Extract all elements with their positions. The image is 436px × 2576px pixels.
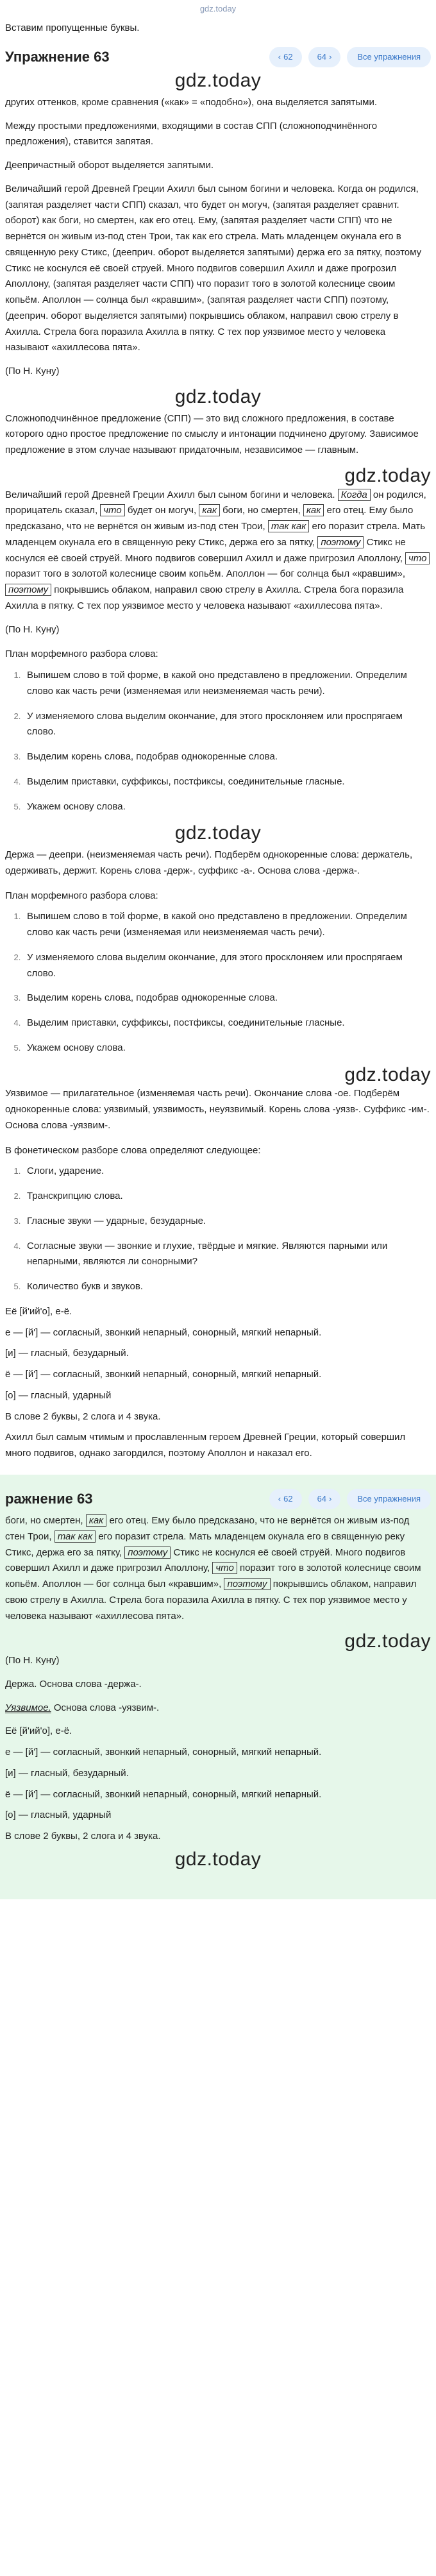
phonetic-line: [о] — гласный, ударный [5,1389,112,1401]
word-analysis: Уязвимое. Основа слова -уязвим-. [5,1702,160,1713]
phonetic-line: е — [й'] — согласный, звонкий непарный, сонорный, мягкий непарный. [5,1326,322,1338]
section-title: В фонетическом разборе слова определяют следующее: [5,1144,261,1156]
conjunction-box: поэтому [5,584,51,596]
conjunction-box: так как [268,520,309,532]
all-exercises-button[interactable]: Все упражнения [347,1489,431,1509]
list-item: 5. Количество букв и звуков. [23,1279,431,1295]
word-analysis: Держа — деепри. (неизменяемая часть речи). Подберём однокоренные слова: держатель, одерживать, держит. Корень слова -держ-, суффикс -а-. Основа слова -держа-. [5,849,413,876]
exercise-header [5,46,431,69]
exercise-nav [269,47,431,67]
conjunction-box: как [199,504,220,516]
conjunction-box: как [86,1514,107,1527]
phonetic-summary: В слове 2 буквы, 2 слога и 4 звука. [5,1411,161,1422]
answer-block [0,1475,436,1899]
conjunction-box: что [212,1562,237,1574]
phonetic-analysis [5,1304,431,1425]
intro-text: Вставим пропущенные буквы. [5,22,140,33]
author-note: (По Н. Куну) [5,623,60,635]
chevron-right-icon: › [329,1494,332,1504]
phonetic-plan-list [5,1164,431,1295]
list-item: 1. Выпишем слово в той форме, в какой оно представлено в предложении. Определим слово как часть речи (изменяемая или неизменяемая часть речи). [23,909,431,941]
list-item: 3. Выделим корень слова, подобрав однокоренные слова. [23,749,431,765]
spp-definition: Сложноподчинённое предложение (СПП) — это вид сложного предложения, в составе которого одно простое предложение по смыслу и интонации подчинено другому. Зависимое предложение в этом случае называют придаточным, независимое — главным. [5,412,419,456]
word-analysis: Уязвимое — прилагательное (изменяемая часть речи). Окончание слова -ое. Подберём однокоренные слова: уязвимый, уязвимость, неуязвимый. Корень слова -уязв-. Суффикс -им-. Основа слова -уязвим-. [5,1088,430,1131]
content [0,21,436,1899]
rule-text: Деепричастный оборот выделяется запятыми. [5,160,214,171]
chevron-right-icon: › [329,52,332,62]
list-item: 4. Согласные звуки — звонкие и глухие, твёрдые и мягкие. Являются парными или непарными, являются ли сонорными? [23,1239,431,1271]
conjunction-box: Когда [338,489,371,501]
morph-plan-list [5,909,431,1056]
list-item: 2. У изменяемого слова выделим окончание, для этого просклоняем или проспрягаем слово. [23,950,431,982]
corrected-paragraph: Величайший герой Древней Греции Ахилл был сыном богини и человека. Когда он родился, прорицатель сказал, что будет он могуч, как боги, но смертен, как его отец. Ему было предсказано, что не вернётся он живым из-под стен Трои, так как его поразит стрела. Мать младенцем окунала его в священную реку Стикс, держа его за пятку, поэтому Стикс не коснулся её своей струёй. Много подвигов совершил Ахилл и даже пригрозил Аполлону, что поразит того в золотой колеснице своим копьём. Аполлон — бог солнца был «кравшим», поэтому покрывшись облаком, направил свою стрелу в Ахилла. Стрела бога поразила Ахилла в пятку. С тех пор уязвимое место у человека называют «ахиллесова пята». [5,487,431,614]
answer-paragraph: боги, но смертен, как его отец. Ему было предсказано, что не вернётся он живым из-под стен Трои, так как его поразит стрела. Мать младенцем окунала его в священную реку Стикс, держа его за пятку, поэтому Стикс не коснулся её своей струёй. Много подвигов совершил Ахилл и даже пригрозил Аполлону, что поразит того в золотой колеснице своим копьём. Аполлон — бог солнца был «кравшим», поэтому покрывшись облаком, направил свою стрелу в Ахилла. Стрела бога поразила Ахилла в пятку. С тех пор уязвимое место у человека называют «ахиллесова пята». [5,1515,421,1622]
list-item: 1. Слоги, ударение. [23,1164,431,1180]
rule-text: Между простыми предложениями, входящими в состав СПП (сложноподчинённого предложения), ставится запятая. [5,120,378,148]
exercise-nav [269,1489,431,1509]
phonetic-summary: В слове 2 буквы, 2 слога и 4 звука. [5,1831,161,1842]
prev-exercise-label: 62 [283,1494,293,1504]
conjunction-box: что [100,504,124,516]
conjunction-box: что [405,552,430,564]
annotated-paragraph: Величайший герой Древней Греции Ахилл был сыном богини и человека. Когда он родился, (запятая разделяет части СПП) сказал, что будет он могуч, (запятая разделяет сравнит. оборот) как боги, но смертен, как его отец. Ему, (запятая разделяет части СПП) что не вернётся он живым из-под стен Трои, так как его стрела. Мать младенцем окунала его в священную реку Стикс, (дееприч. оборот выделяется запятыми) держа его за пятку, поэтому Стикс не коснулся её своей струей. Много подвигов совершил Ахилл и даже прогрозил Аполлону, (запятая разделяет части СПП) что поразит того в золотой колеснице своим копьём. Аполлон — солнца был «кравшим», (запятая разделяет части СПП) поэтому, (дееприч. оборот выделяется запятыми) покрывшись облаком, направил свою стрелу в Ахилла. Стрела бога поразила Ахилла в пятку. С тех пор уязвимое место у человека называют «ахиллесова пята». [5,183,422,353]
conjunction-box: поэтому [124,1546,171,1559]
prev-exercise-button[interactable] [269,47,302,67]
phonetic-word: Её [й'ий'о], е-ё. [5,1305,72,1317]
chevron-left-icon: ‹ [278,1494,281,1504]
site-logo[interactable]: gdz.today [199,4,237,14]
next-exercise-button[interactable] [308,1489,341,1509]
section-title: План морфемного разбора слова: [5,648,158,660]
list-item: 3. Гласные звуки — ударные, безударные. [23,1214,431,1230]
watermark: gdz.today [344,1631,431,1652]
closing-text: Ахилл был самым чтимым и прославленным героем Древней Греции, который совершил много подвигов, однако загордился, поэтому Аполлон и наказал его. [5,1432,406,1459]
section-title: План морфемного разбора слова: [5,890,158,901]
conjunction-box: поэтому [224,1578,270,1590]
list-item: 4. Выделим приставки, суффиксы, постфиксы, соединительные гласные. [23,774,431,790]
exercise-header [5,1487,431,1511]
list-item: 4. Выделим приставки, суффиксы, постфиксы, соединительные гласные. [23,1015,431,1031]
morph-plan-list [5,668,431,815]
list-item: 1. Выпишем слово в той форме, в какой оно представлено в предложении. Определим слово как часть речи (изменяемая или неизменяемая часть речи). [23,668,431,700]
chevron-left-icon: ‹ [278,52,281,62]
phonetic-word: Её [й'ий'о], е-ё. [5,1725,72,1737]
watermark: gdz.today [174,386,262,407]
exercise-title: Упражнение 63 [5,48,110,65]
phonetic-line: [и] — гласный, безударный. [5,1767,129,1779]
next-exercise-button[interactable] [308,47,341,67]
list-item: 3. Выделим корень слова, подобрав однокоренные слова. [23,990,431,1006]
phonetic-line: ё — [й'] — согласный, звонкий непарный, сонорный, мягкий непарный. [5,1369,322,1380]
morpheme-word: Уязвимое. [5,1702,51,1713]
list-item: 5. Укажем основу слова. [23,799,431,815]
list-item: 5. Укажем основу слова. [23,1040,431,1056]
site-header [0,0,436,18]
prev-exercise-label: 62 [283,52,293,62]
conjunction-box: так как [55,1530,96,1543]
conjunction-box: как [303,504,324,516]
phonetic-line: [и] — гласный, безударный. [5,1348,129,1359]
prev-exercise-button[interactable] [269,1489,302,1509]
phonetic-line: [о] — гласный, ударный [5,1809,112,1821]
watermark: gdz.today [174,1848,262,1870]
list-item: 2. Транскрипцию слова. [23,1189,431,1205]
author-note: (По Н. Куну) [5,1655,60,1666]
phonetic-line: е — [й'] — согласный, звонкий непарный, сонорный, мягкий непарный. [5,1747,322,1758]
next-exercise-label: 64 [317,52,327,62]
watermark: gdz.today [174,822,262,844]
rule-text: других оттенков, кроме сравнения («как» = «подобно»), она выделяется запятыми. [5,96,378,108]
watermark: gdz.today [344,464,431,486]
author-note: (По Н. Куну) [5,366,60,377]
conjunction-box: поэтому [317,536,364,548]
watermark: gdz.today [344,1063,431,1085]
watermark: gdz.today [174,70,262,92]
phonetic-analysis [5,1724,431,1845]
word-analysis: Держа. Основа слова -держа-. [5,1678,142,1690]
exercise-title: ражнение 63 [5,1490,93,1507]
next-exercise-label: 64 [317,1494,327,1504]
phonetic-line: ё — [й'] — согласный, звонкий непарный, сонорный, мягкий непарный. [5,1788,322,1800]
all-exercises-button[interactable]: Все упражнения [347,47,431,67]
list-item: 2. У изменяемого слова выделим окончание, для этого просклоняем или проспрягаем слово. [23,709,431,741]
